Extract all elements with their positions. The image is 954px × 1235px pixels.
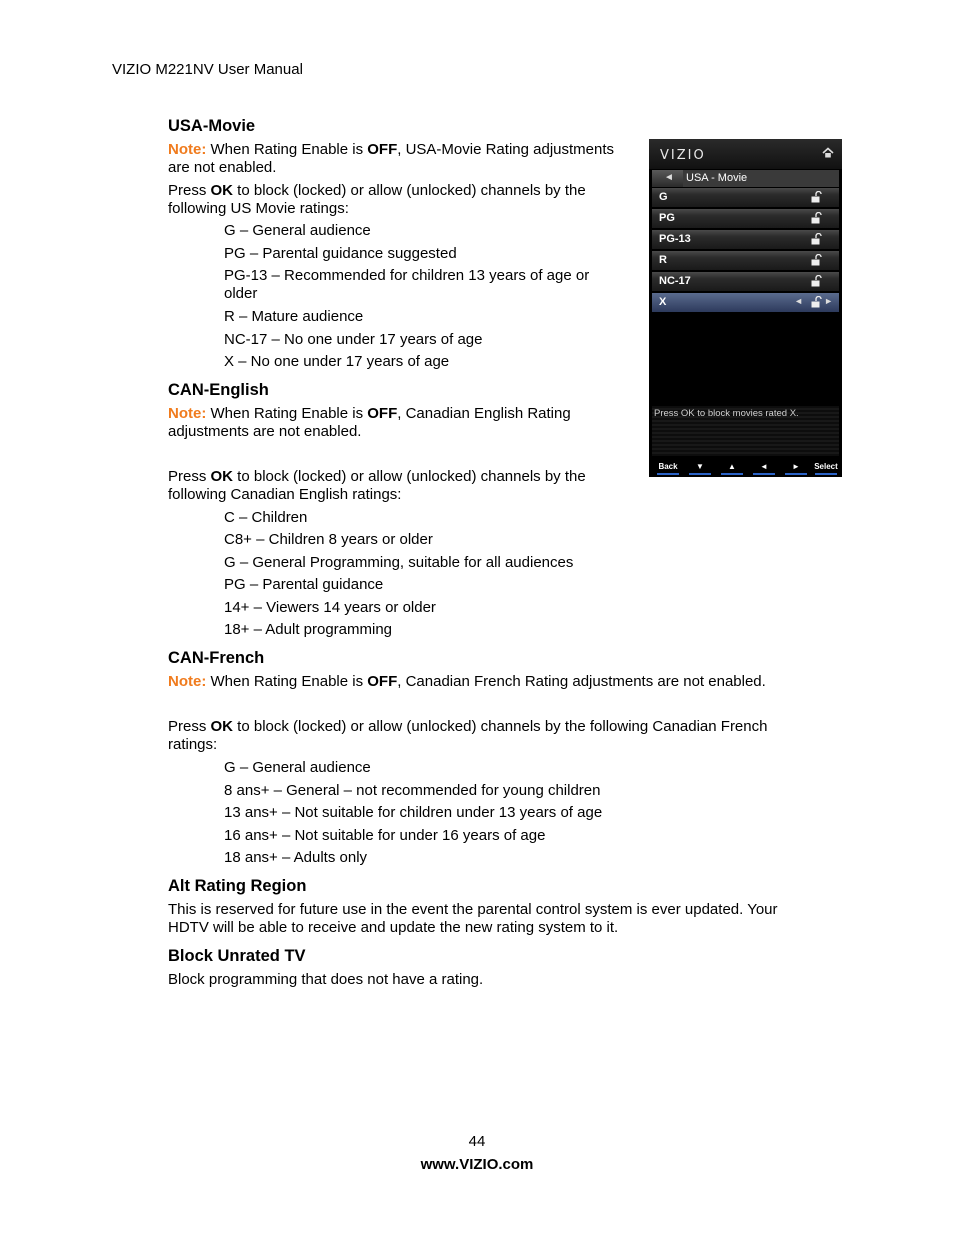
section-title-usa-movie: USA-Movie [168, 117, 256, 135]
alt-rating-body: This is reserved for future use in the event the parental control system is ever updated. Your HDTV will be able to receive and update the new rating system to it. [168, 901, 778, 936]
document-header: VIZIO M221NV User Manual [112, 61, 303, 78]
unlocked-icon [811, 233, 822, 245]
usa-movie-note: Note: When Rating Enable is OFF, USA-Movie Rating adjustments are not enabled. [168, 141, 615, 176]
footer-url: www.VIZIO.com [420, 1156, 534, 1173]
list-item: R – Mature audience [224, 308, 364, 325]
tv-rating-row-x: X ◄ ► [652, 293, 839, 312]
tv-rating-row-nc-17: NC-17 [652, 272, 839, 291]
list-item: 16 ans+ – Not suitable for under 16 years of age [224, 827, 546, 844]
tv-breadcrumb [652, 170, 839, 187]
tv-help-panel [652, 406, 839, 456]
list-item: 18+ – Adult programming [224, 621, 393, 638]
vizio-logo: VIZIO [660, 148, 706, 163]
block-unrated-body: Block programming that does not have a rating. [168, 971, 484, 988]
tv-rating-row-pg: PG [652, 209, 839, 228]
home-icon [822, 147, 834, 159]
unlocked-icon [811, 254, 822, 266]
tv-breadcrumb-label: USA - Movie [683, 170, 839, 187]
unlocked-icon [811, 212, 822, 224]
tv-footer-right: ► [792, 462, 800, 471]
list-item: C – Children [224, 509, 308, 526]
tv-help-text: Press OK to block movies rated X. [654, 408, 799, 419]
can-french-note: Note: When Rating Enable is OFF, Canadian French Rating adjustments are not enabled. [168, 673, 766, 690]
back-arrow-icon: ◄ [664, 172, 674, 183]
usa-movie-instructions: Press OK to block (locked) or allow (unlocked) channels by the following US Movie ratings: [168, 182, 586, 217]
unlocked-icon [811, 296, 822, 308]
list-item: 13 ans+ – Not suitable for children under 13 years of age [224, 804, 603, 821]
tv-rating-row-r: R [652, 251, 839, 270]
list-item: 14+ – Viewers 14 years or older [224, 599, 436, 616]
list-item: C8+ – Children 8 years or older [224, 531, 433, 548]
tv-footer-left: ◄ [760, 462, 768, 471]
can-english-note: Note: When Rating Enable is OFF, Canadian English Rating adjustments are not enabled. [168, 405, 571, 440]
tv-footer-bar [649, 461, 842, 477]
list-item: 8 ans+ – General – not recommended for young children [224, 782, 601, 799]
list-item: PG-13 – Recommended for children 13 years of age or older [224, 267, 590, 302]
list-item: G – General Programming, suitable for all audiences [224, 554, 574, 571]
can-french-instructions: Press OK to block (locked) or allow (unlocked) channels by the following Canadian French ratings: [168, 718, 768, 753]
tv-footer-down: ▼ [696, 462, 704, 471]
tv-title-bar [649, 139, 842, 169]
tv-footer-back: Back [658, 462, 678, 471]
can-english-instructions: Press OK to block (locked) or allow (unlocked) channels by the following Canadian English ratings: [168, 468, 586, 503]
list-item: X – No one under 17 years of age [224, 353, 450, 370]
list-item: G – General audience [224, 222, 371, 239]
right-arrow-icon: ► [824, 296, 833, 306]
tv-menu-screenshot [649, 139, 842, 477]
unlocked-icon [811, 191, 822, 203]
list-item: G – General audience [224, 759, 371, 776]
page-number: 44 [468, 1133, 486, 1150]
section-title-block-unrated-tv: Block Unrated TV [168, 947, 306, 965]
list-item: PG – Parental guidance [224, 576, 384, 593]
tv-rating-row-pg-13: PG-13 [652, 230, 839, 249]
list-item: NC-17 – No one under 17 years of age [224, 331, 483, 348]
tv-rating-row-g: G [652, 188, 839, 207]
list-item: 18 ans+ – Adults only [224, 849, 368, 866]
tv-footer-select: Select [814, 462, 838, 471]
list-item: PG – Parental guidance suggested [224, 245, 457, 262]
section-title-can-english: CAN-English [168, 381, 269, 399]
section-title-can-french: CAN-French [168, 649, 265, 667]
section-title-alt-rating-region: Alt Rating Region [168, 877, 307, 895]
left-arrow-icon: ◄ [794, 296, 803, 306]
tv-footer-up: ▲ [728, 462, 736, 471]
unlocked-icon [811, 275, 822, 287]
